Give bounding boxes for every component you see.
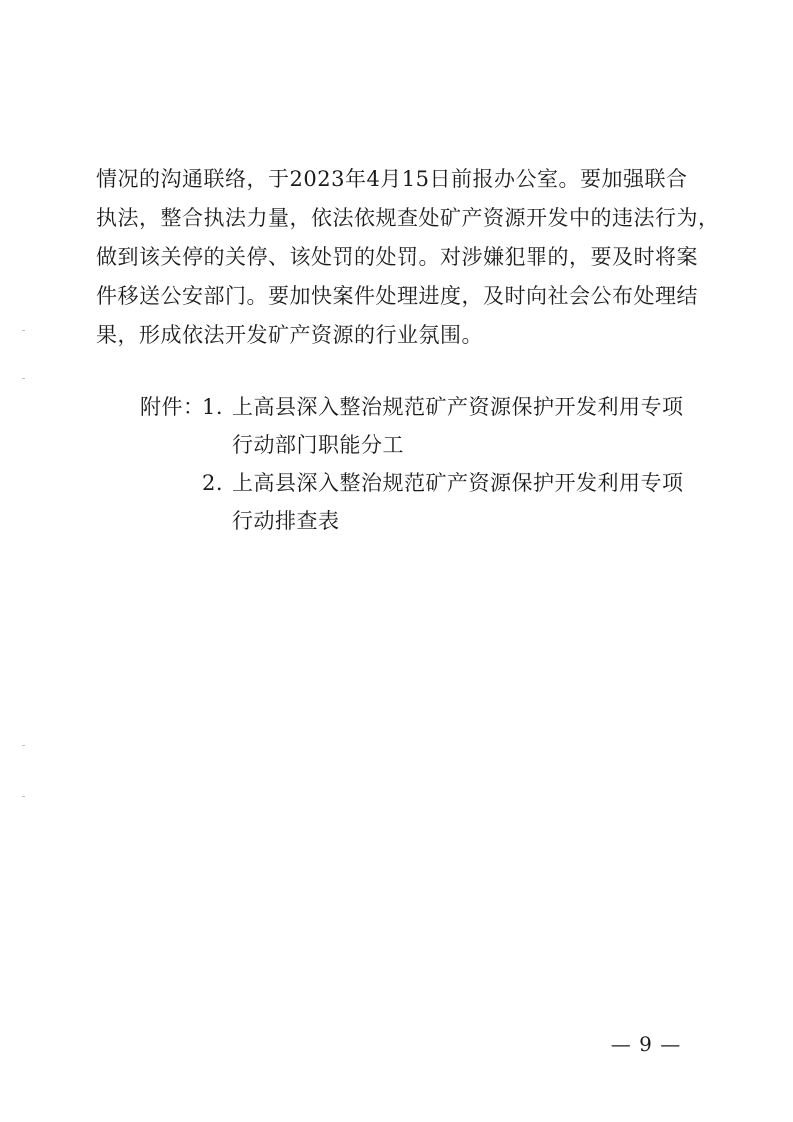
scan-margin-mark (22, 378, 25, 379)
body-paragraph (96, 160, 720, 355)
scan-margin-mark (22, 745, 25, 746)
paragraph-line: 果，形成依法开发矿产资源的行业氛围。 (96, 323, 483, 347)
paragraph-line: 件移送公安部门。要加快案件处理进度，及时向社会公布处理结 (96, 284, 698, 308)
attachment-title-continuation: 行动部门职能分工 (232, 433, 404, 457)
scan-margin-mark (22, 796, 25, 797)
paragraph-line: 做到该关停的关停、该处罚的处罚。对涉嫌犯罪的，要及时将案 (96, 245, 698, 269)
paragraph-line: 执法，整合执法力量，依法依规查处矿产资源开发中的违法行为， (96, 206, 720, 230)
attachment-title-line: 上高县深入整治规范矿产资源保护开发利用专项 (232, 471, 684, 495)
attachment-number: 2. (202, 471, 224, 495)
paragraph-line: 情况的沟通联络，于2023年4月15日前报办公室。要加强联合 (96, 167, 688, 191)
attachments-label: 附件： (140, 395, 205, 419)
attachment-item-2 (140, 464, 700, 540)
page-number: — 9 — (610, 1032, 682, 1056)
attachment-title-continuation: 行动排查表 (232, 509, 340, 533)
attachment-item-1 (140, 388, 700, 464)
attachment-title-line: 上高县深入整治规范矿产资源保护开发利用专项 (232, 395, 684, 419)
attachment-number: 1. (202, 395, 224, 419)
scan-margin-mark (22, 330, 25, 331)
attachments-section (140, 388, 700, 540)
